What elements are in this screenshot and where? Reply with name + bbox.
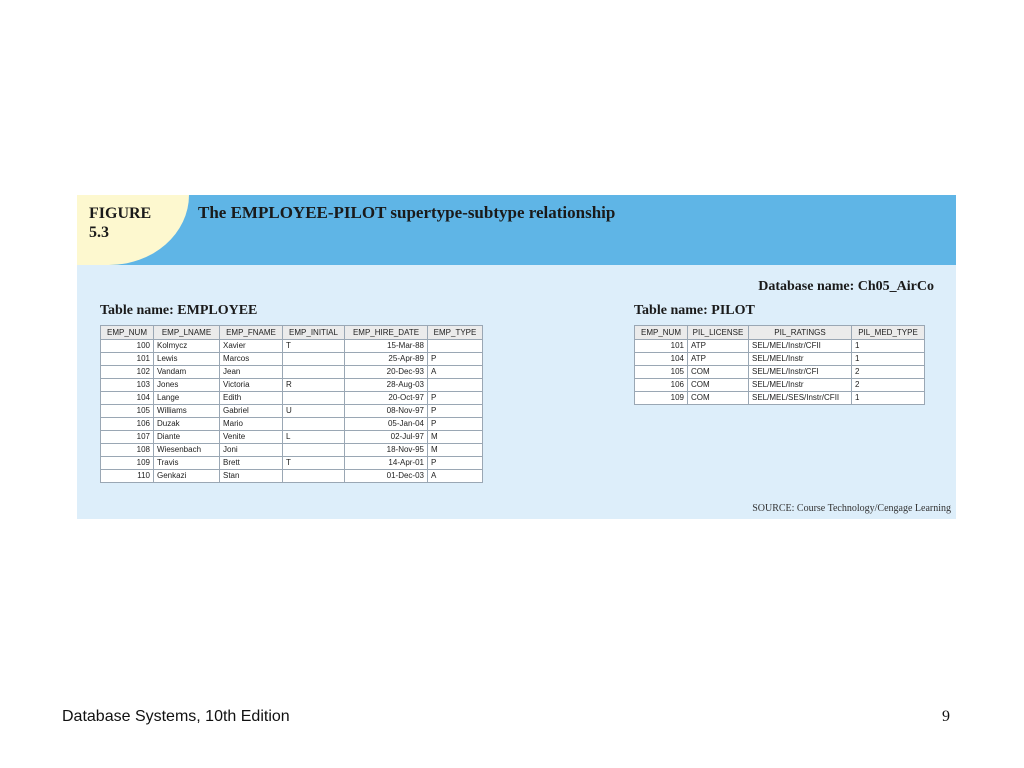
cell: 106 (635, 379, 688, 392)
table-row (101, 444, 483, 457)
table-row (635, 392, 925, 405)
figure-label-word: FIGURE (89, 205, 152, 222)
cell: 101 (101, 353, 154, 366)
cell: Travis (154, 457, 220, 470)
cell: Joni (220, 444, 283, 457)
cell: Lange (154, 392, 220, 405)
cell: A (428, 470, 483, 483)
cell: SEL/MEL/SES/Instr/CFII (749, 392, 852, 405)
cell: 109 (101, 457, 154, 470)
cell: 14-Apr-01 (345, 457, 428, 470)
column-header: PIL_RATINGS (749, 326, 852, 340)
cell: 106 (101, 418, 154, 431)
cell: Edith (220, 392, 283, 405)
cell: SEL/MEL/Instr/CFII (749, 340, 852, 353)
cell (283, 366, 345, 379)
cell: COM (688, 379, 749, 392)
cell: P (428, 418, 483, 431)
table-header-row (635, 326, 925, 340)
cell: 18-Nov-95 (345, 444, 428, 457)
cell: 28-Aug-03 (345, 379, 428, 392)
cell: 05-Jan-04 (345, 418, 428, 431)
cell: Vandam (154, 366, 220, 379)
cell: 110 (101, 470, 154, 483)
cell: 20-Oct-97 (345, 392, 428, 405)
cell: Wiesenbach (154, 444, 220, 457)
cell: P (428, 353, 483, 366)
cell: 1 (852, 353, 925, 366)
cell: 104 (635, 353, 688, 366)
cell: 1 (852, 340, 925, 353)
table-row (101, 340, 483, 353)
cell: Gabriel (220, 405, 283, 418)
cell: P (428, 457, 483, 470)
cell: 105 (635, 366, 688, 379)
table-row (101, 418, 483, 431)
pilot-table-title: Table name: PILOT (634, 303, 755, 318)
figure-panel (77, 195, 956, 519)
cell: L (283, 431, 345, 444)
pilot-table (634, 325, 925, 405)
cell (283, 470, 345, 483)
column-header: EMP_NUM (635, 326, 688, 340)
column-header: EMP_LNAME (154, 326, 220, 340)
cell (283, 353, 345, 366)
table-row (101, 431, 483, 444)
cell: SEL/MEL/Instr (749, 353, 852, 366)
table-row (101, 392, 483, 405)
table-row (635, 353, 925, 366)
cell (283, 444, 345, 457)
cell: M (428, 431, 483, 444)
cell: P (428, 392, 483, 405)
figure-label (89, 204, 151, 242)
cell: 1 (852, 392, 925, 405)
cell: 15-Mar-88 (345, 340, 428, 353)
database-name: Database name: Ch05_AirCo (758, 279, 934, 294)
cell: COM (688, 392, 749, 405)
cell: COM (688, 366, 749, 379)
cell: Brett (220, 457, 283, 470)
cell: 2 (852, 366, 925, 379)
figure-title: The EMPLOYEE-PILOT supertype-subtype relationship (198, 203, 616, 222)
cell: Diante (154, 431, 220, 444)
footer-book-title: Database Systems, 10th Edition (62, 708, 290, 725)
cell: 08-Nov-97 (345, 405, 428, 418)
column-header: PIL_MED_TYPE (852, 326, 925, 340)
cell: 104 (101, 392, 154, 405)
cell: 101 (635, 340, 688, 353)
cell: ATP (688, 340, 749, 353)
cell: Jones (154, 379, 220, 392)
cell: 107 (101, 431, 154, 444)
cell: Genkazi (154, 470, 220, 483)
cell: U (283, 405, 345, 418)
cell: 2 (852, 379, 925, 392)
cell: Venite (220, 431, 283, 444)
table-row (635, 340, 925, 353)
cell: Kolmycz (154, 340, 220, 353)
column-header: PIL_LICENSE (688, 326, 749, 340)
cell: 108 (101, 444, 154, 457)
column-header: EMP_INITIAL (283, 326, 345, 340)
table-row (635, 366, 925, 379)
table-row (101, 405, 483, 418)
employee-table (100, 325, 483, 483)
table-row (101, 379, 483, 392)
cell: 01-Dec-03 (345, 470, 428, 483)
cell: Duzak (154, 418, 220, 431)
employee-table-title: Table name: EMPLOYEE (100, 303, 258, 318)
table-header-row (101, 326, 483, 340)
cell: 100 (101, 340, 154, 353)
cell: M (428, 444, 483, 457)
cell: R (283, 379, 345, 392)
cell: SEL/MEL/Instr (749, 379, 852, 392)
cell: 25-Apr-89 (345, 353, 428, 366)
cell (283, 392, 345, 405)
cell: Stan (220, 470, 283, 483)
column-header: EMP_FNAME (220, 326, 283, 340)
cell: 02-Jul-97 (345, 431, 428, 444)
cell: 102 (101, 366, 154, 379)
page-number: 9 (942, 708, 950, 725)
cell: A (428, 366, 483, 379)
cell: 109 (635, 392, 688, 405)
cell (283, 418, 345, 431)
cell: Jean (220, 366, 283, 379)
column-header: EMP_NUM (101, 326, 154, 340)
column-header: EMP_TYPE (428, 326, 483, 340)
table-row (101, 353, 483, 366)
cell: ATP (688, 353, 749, 366)
cell (428, 379, 483, 392)
cell: 105 (101, 405, 154, 418)
table-row (101, 470, 483, 483)
table-row (101, 366, 483, 379)
cell: 20-Dec-93 (345, 366, 428, 379)
cell: Lewis (154, 353, 220, 366)
cell: Xavier (220, 340, 283, 353)
source-credit: SOURCE: Course Technology/Cengage Learning (752, 503, 951, 514)
cell: T (283, 340, 345, 353)
cell: Victoria (220, 379, 283, 392)
cell: Mario (220, 418, 283, 431)
column-header: EMP_HIRE_DATE (345, 326, 428, 340)
cell (428, 340, 483, 353)
cell: P (428, 405, 483, 418)
table-row (101, 457, 483, 470)
cell: Marcos (220, 353, 283, 366)
table-row (635, 379, 925, 392)
figure-number: 5.3 (89, 224, 109, 241)
cell: T (283, 457, 345, 470)
cell: SEL/MEL/Instr/CFI (749, 366, 852, 379)
cell: Williams (154, 405, 220, 418)
cell: 103 (101, 379, 154, 392)
